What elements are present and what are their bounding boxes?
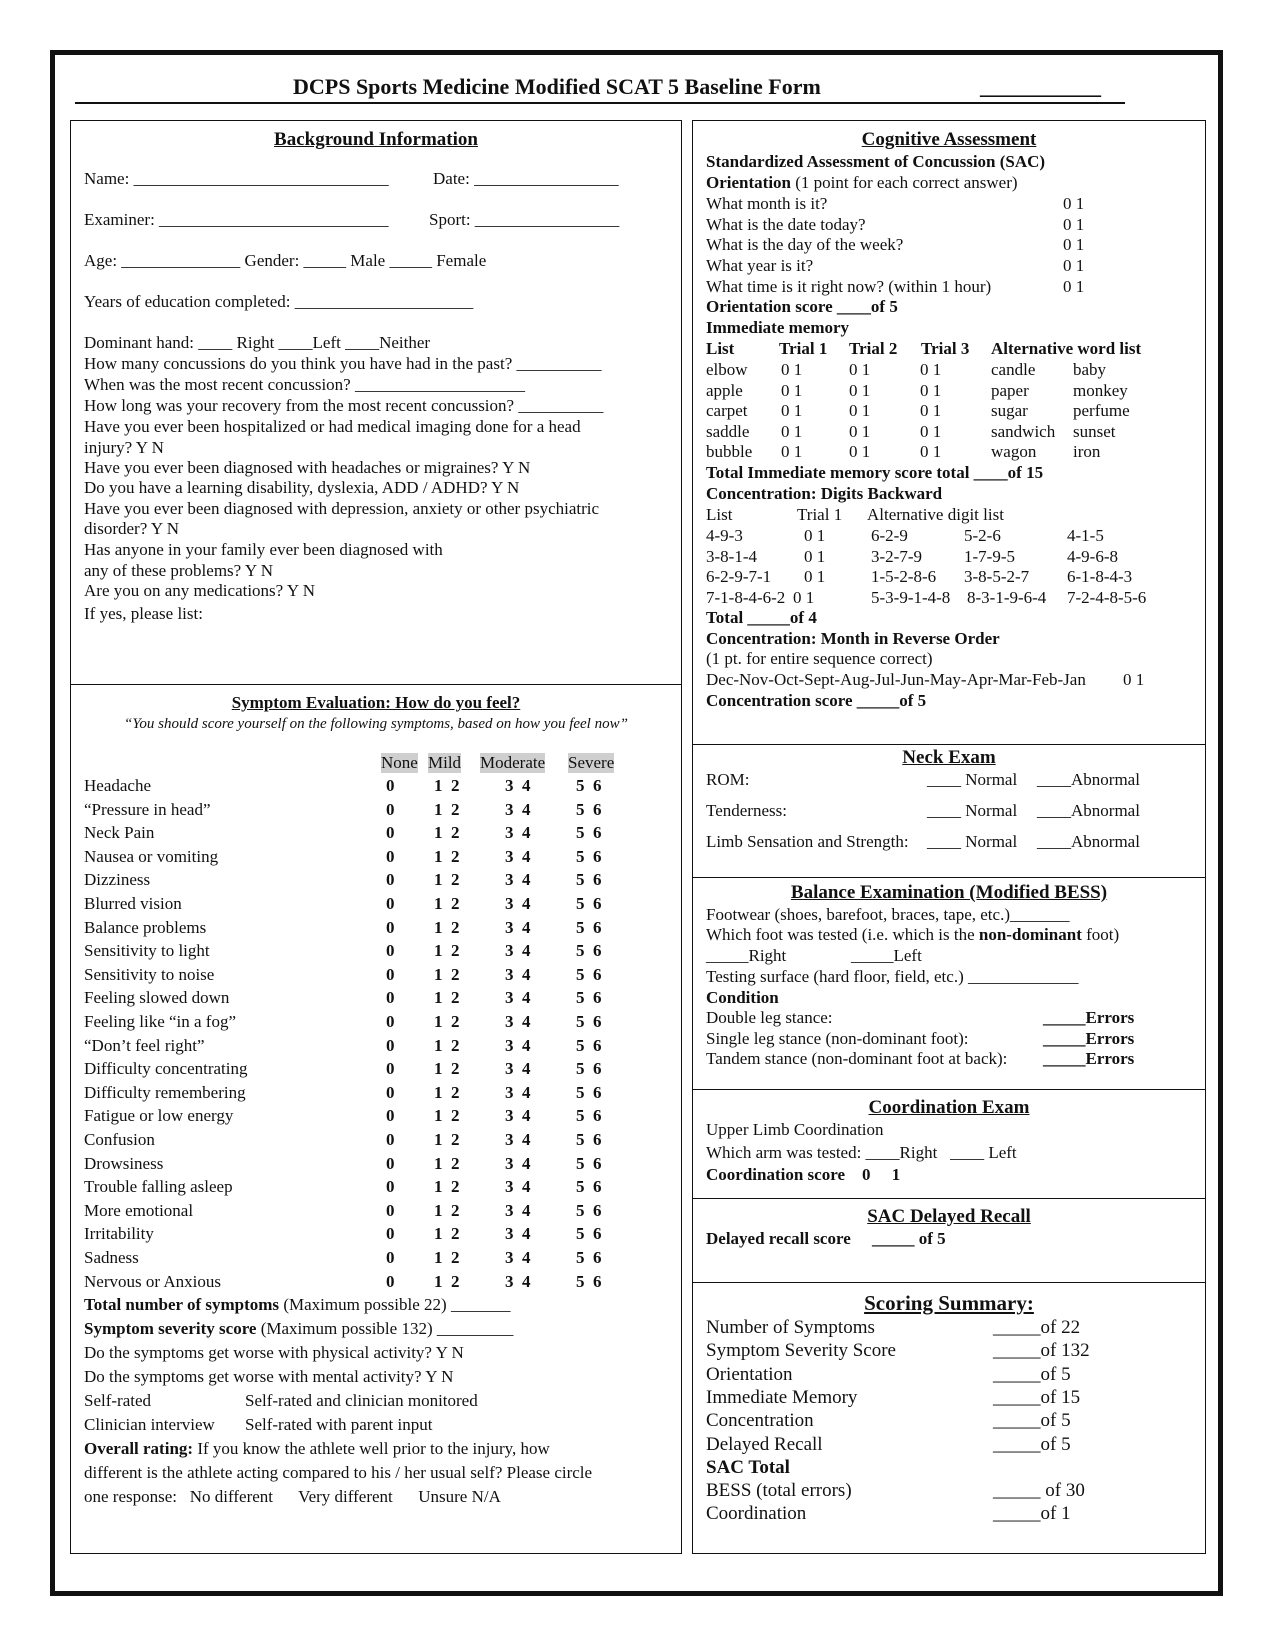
background-section (70, 120, 682, 685)
symptom-score-option[interactable]: 5 6 (576, 1082, 602, 1102)
symptom-score-option[interactable]: 1 2 (434, 776, 460, 795)
symptom-section (70, 684, 682, 1554)
symptom-score-option[interactable]: 1 2 (434, 1106, 460, 1126)
summary-row-value: _____ of 30 (993, 1480, 1085, 1501)
symptom-score-option[interactable]: 0 (386, 1177, 395, 1197)
background-line: Date: _________________ (433, 169, 619, 188)
summary-row-label: Concentration (706, 1410, 814, 1432)
symptom-score-option[interactable]: 0 (386, 1106, 395, 1126)
summary-row-label: Coordination (706, 1503, 807, 1525)
balance-heading: Balance Examination (Modified BESS) (790, 882, 1108, 903)
symptom-score-option[interactable]: 3 4 (505, 1012, 531, 1031)
trial-score-option[interactable]: 0 1 (849, 360, 871, 379)
orientation-score-option[interactable]: 0 1 (1063, 256, 1085, 276)
symptom-score-option[interactable]: 5 6 (576, 988, 602, 1008)
orientation-question: What is the day of the week? (706, 235, 904, 255)
overall-rating-line: different is the athlete acting compared to his / her usual self? Please circle (84, 1463, 593, 1483)
alternative-word: sunset (1073, 421, 1116, 441)
symptom-score-option[interactable]: 3 4 (505, 1224, 531, 1244)
background-line: Examiner: ___________________________ (84, 210, 389, 229)
summary-row-value: _____of 15 (993, 1386, 1081, 1408)
symptom-item: Difficulty remembering (84, 1082, 246, 1102)
normal-option[interactable]: ____ Normal (927, 832, 1018, 851)
orientation-score-option[interactable]: 0 1 (1063, 235, 1085, 255)
symptom-column-header: Moderate (480, 753, 546, 772)
symptom-score-option[interactable]: 5 6 (576, 1035, 602, 1055)
text-span: Symptom severity score (84, 1319, 257, 1339)
mental-activity-question: Do the symptoms get worse with mental activity? Y N (84, 1367, 454, 1387)
alternative-digit-sequence: 4-1-5 (1067, 526, 1104, 545)
memory-word: carpet (706, 401, 748, 420)
neck-section (692, 744, 1206, 878)
trial-score-option[interactable]: 0 1 (781, 442, 803, 461)
trial-score-option[interactable]: 0 1 (920, 380, 942, 400)
background-line: Are you on any medications? Y N (84, 581, 316, 600)
symptom-score-option[interactable]: 0 (386, 776, 395, 795)
digit-score-option[interactable]: 0 1 (793, 587, 815, 607)
cognitive-heading: Cognitive Assessment (861, 129, 1037, 150)
digit-sequence: 3-8-1-4 (706, 546, 757, 566)
symptom-score-option[interactable]: 3 4 (505, 1271, 531, 1291)
immediate-memory-header: Alternative word list (991, 339, 1142, 358)
alternative-digit-sequence: 6-1-8-4-3 (1067, 567, 1133, 586)
symptom-item: Feeling like “in a fog” (84, 1012, 237, 1031)
symptom-item: Sensitivity to noise (84, 964, 215, 984)
neck-exam-row: Limb Sensation and Strength: (706, 832, 909, 851)
background-line: Do you have a learning disability, dyslexia, ADD / ADHD? Y N (84, 478, 520, 497)
clinician-interview-option[interactable]: Clinician interview (84, 1415, 215, 1435)
sac-label: Standardized Assessment of Concussion (SAC) (706, 152, 1046, 171)
background-line: How many concussions do you think you have had in the past? __________ (84, 354, 602, 373)
trial-score-option[interactable]: 0 1 (920, 442, 942, 461)
title-blank: ___________ (980, 74, 1101, 99)
immediate-memory-header: List (706, 339, 735, 358)
digit-score-option[interactable]: 0 1 (804, 526, 826, 545)
symptom-score-option[interactable]: 3 4 (505, 1035, 531, 1055)
alternative-digit-sequence: 1-5-2-8-6 (871, 567, 937, 586)
memory-word: elbow (706, 360, 748, 379)
digit-sequence: 4-9-3 (706, 526, 743, 545)
orientation-question: What is the date today? (706, 214, 866, 234)
month-sequence: Dec-Nov-Oct-Sept-Aug-Jul-Jun-May-Apr-Mar-Feb-Jan (706, 670, 1086, 689)
upper-limb-label: Upper Limb Coordination (706, 1120, 884, 1139)
symptom-score-option[interactable]: 3 4 (505, 964, 531, 984)
symptom-score-option[interactable]: 1 2 (434, 846, 460, 866)
symptom-score-option[interactable]: 1 2 (434, 894, 460, 913)
summary-section (692, 1282, 1206, 1554)
symptom-total-line (84, 1295, 510, 1315)
alternative-word: candle (991, 360, 1036, 379)
orientation-score-option[interactable]: 0 1 (1063, 214, 1085, 234)
digits-header: Alternative digit list (867, 505, 1004, 524)
symptom-score-option[interactable]: 3 4 (505, 846, 531, 866)
symptom-item: More emotional (84, 1200, 194, 1220)
symptom-column-header: Severe (568, 753, 615, 772)
alternative-digit-sequence: 5-2-6 (964, 526, 1001, 545)
summary-row-value: _____of 5 (993, 1363, 1071, 1385)
symptom-score-option[interactable]: 0 (386, 1224, 395, 1244)
symptom-item: Balance problems (84, 917, 207, 937)
digit-score-option[interactable]: 0 1 (804, 546, 826, 566)
symptom-score-option[interactable]: 0 (386, 988, 395, 1008)
immediate-memory-total: Total Immediate memory score total ____of 15 (706, 463, 1044, 482)
alternative-digit-sequence: 1-7-9-5 (964, 546, 1015, 566)
symptom-score-option[interactable]: 3 4 (505, 1248, 531, 1267)
symptom-item: Feeling slowed down (84, 988, 230, 1008)
recall-heading: SAC Delayed Recall (867, 1206, 1031, 1227)
symptom-score-option[interactable]: 3 4 (505, 1177, 531, 1197)
symptom-score-option[interactable]: 5 6 (576, 1200, 602, 1220)
orientation-score-option[interactable]: 0 1 (1063, 194, 1085, 213)
symptom-score-option[interactable]: 0 (386, 1035, 395, 1055)
symptom-item: “Don’t feel right” (84, 1035, 205, 1055)
symptom-score-option[interactable]: 1 2 (434, 1271, 460, 1291)
stance-errors[interactable]: _____Errors (1043, 1028, 1135, 1048)
memory-word: apple (706, 380, 743, 400)
symptom-score-option[interactable]: 5 6 (576, 964, 602, 984)
symptom-score-option[interactable]: 0 (386, 1012, 395, 1031)
summary-row-label: Symptom Severity Score (706, 1340, 896, 1362)
trial-score-option[interactable]: 0 1 (781, 380, 803, 400)
symptom-item: Blurred vision (84, 894, 182, 913)
symptom-item: Fatigue or low energy (84, 1106, 234, 1126)
digits-backward-label: Concentration: Digits Backward (706, 484, 943, 503)
text-span: Which foot was tested (i.e. which is the (706, 925, 979, 944)
symptom-score-option[interactable]: 5 6 (576, 799, 602, 819)
form-title: DCPS Sports Medicine Modified SCAT 5 Baseline Form (293, 74, 821, 99)
trial-score-option[interactable]: 0 1 (920, 421, 942, 441)
left-foot-option[interactable]: _____Left (851, 946, 922, 965)
background-line: Has anyone in your family ever been diagnosed with (84, 540, 443, 559)
symptom-item: Drowsiness (84, 1153, 164, 1173)
symptom-item: Neck Pain (84, 823, 155, 843)
symptom-score-option[interactable]: 0 (386, 1200, 395, 1220)
symptom-item: Dizziness (84, 870, 151, 890)
summary-row-value: _____of 5 (993, 1433, 1071, 1455)
symptom-score-option[interactable]: 5 6 (576, 1106, 602, 1126)
symptom-score-option[interactable]: 5 6 (576, 1012, 602, 1031)
alternative-digit-sequence: 3-8-5-2-7 (964, 567, 1030, 586)
stance-condition: Single leg stance (non-dominant foot): (706, 1028, 969, 1048)
symptom-score-option[interactable]: 0 (386, 823, 395, 843)
immediate-memory-header: Trial 1 (779, 339, 828, 358)
stance-errors[interactable]: _____Errors (1043, 1049, 1135, 1068)
alternative-word: wagon (991, 442, 1037, 461)
background-line: Years of education completed: _____________________ (84, 292, 474, 311)
alternative-digit-sequence: 3-2-7-9 (871, 546, 922, 566)
symptom-score-option[interactable]: 3 4 (505, 941, 531, 961)
coordination-section (692, 1089, 1206, 1199)
symptom-score-option[interactable]: 1 2 (434, 1035, 460, 1055)
alternative-word: iron (1073, 442, 1101, 461)
symptom-score-option[interactable]: 5 6 (576, 1153, 602, 1173)
symptom-score-option[interactable]: 3 4 (505, 1130, 531, 1149)
symptom-item: Nervous or Anxious (84, 1271, 221, 1291)
text-span: (Maximum possible 22) _______ (279, 1295, 511, 1315)
symptom-score-option[interactable]: 0 (386, 941, 395, 961)
text-span: (Maximum possible 132) _________ (256, 1319, 514, 1339)
summary-row-label: Number of Symptoms (706, 1317, 875, 1338)
symptom-score-option[interactable]: 1 2 (434, 1130, 460, 1149)
summary-row-value: _____of 132 (993, 1340, 1090, 1362)
coordination-heading: Coordination Exam (868, 1097, 1030, 1118)
orientation-question: What year is it? (706, 256, 814, 276)
right-foot-option[interactable]: _____Right (706, 946, 787, 965)
summary-row-label: Immediate Memory (706, 1386, 858, 1408)
text-span: non-dominant (978, 925, 1082, 944)
symptom-item: Difficulty concentrating (84, 1059, 248, 1079)
normal-option[interactable]: ____ Normal (927, 801, 1018, 820)
symptom-score-option[interactable]: 3 4 (505, 1200, 531, 1220)
symptom-score-option[interactable]: 0 (386, 799, 395, 819)
stance-condition: Tandem stance (non-dominant foot at back): (706, 1049, 1008, 1068)
trial-score-option[interactable]: 0 1 (781, 421, 803, 441)
trial-score-option[interactable]: 0 1 (849, 401, 871, 420)
symptom-score-option[interactable]: 3 4 (505, 1106, 531, 1126)
symptom-score-option[interactable]: 1 2 (434, 1177, 460, 1197)
trial-score-option[interactable]: 0 1 (920, 401, 942, 420)
digits-header: List (706, 505, 733, 524)
trial-score-option[interactable]: 0 1 (849, 421, 871, 441)
symptom-item: Sensitivity to light (84, 941, 210, 961)
symptom-score-option[interactable]: 3 4 (505, 799, 531, 819)
overall-rating-line (84, 1439, 550, 1459)
symptom-score-option[interactable]: 1 2 (434, 870, 460, 890)
symptom-item: Trouble falling asleep (84, 1177, 233, 1197)
digit-score-option[interactable]: 0 1 (804, 567, 826, 586)
orientation-label (706, 173, 1018, 193)
alternative-word: baby (1073, 360, 1107, 379)
self-rated-parent-option[interactable]: Self-rated with parent input (245, 1415, 433, 1435)
summary-row-value: _____of 5 (993, 1410, 1071, 1432)
background-heading: Background Information (274, 129, 478, 150)
symptom-score-option[interactable]: 0 (386, 1248, 395, 1267)
alternative-word: sandwich (991, 421, 1056, 441)
neck-exam-row: ROM: (706, 770, 750, 789)
background-line: Age: ______________ Gender: _____ Male _____ Female (84, 251, 487, 270)
recall-section (692, 1198, 1206, 1283)
symptom-score-option[interactable]: 1 2 (434, 917, 460, 937)
symptom-score-option[interactable]: 3 4 (505, 917, 531, 937)
overall-rating-line: one response: No different Very different Unsure N/A (84, 1487, 501, 1507)
summary-heading: Scoring Summary: (864, 1291, 1034, 1315)
orientation-score: Orientation score ____of 5 (706, 297, 898, 316)
text-span: Overall rating: (84, 1439, 194, 1459)
symptom-score-option[interactable]: 0 (386, 1059, 395, 1079)
delayed-recall-score: Delayed recall score _____ of 5 (706, 1229, 946, 1248)
symptom-score-option[interactable]: 1 2 (434, 964, 460, 984)
digits-total: Total _____of 4 (706, 608, 817, 627)
sac-total-label: SAC Total (706, 1457, 790, 1478)
foot-tested-question (706, 925, 1119, 945)
month-reverse-note: (1 pt. for entire sequence correct) (706, 649, 933, 668)
symptom-score-option[interactable]: 5 6 (576, 894, 602, 913)
text-span: Orientation (706, 173, 791, 192)
background-line: any of these problems? Y N (84, 561, 273, 580)
symptom-heading: Symptom Evaluation: How do you feel? (231, 693, 521, 712)
balance-section (692, 877, 1206, 1090)
symptom-score-option[interactable]: 1 2 (434, 941, 460, 961)
symptom-score-option[interactable]: 1 2 (434, 799, 460, 819)
alternative-digit-sequence: 8-3-1-9-6-4 (967, 587, 1047, 607)
symptom-score-option[interactable]: 5 6 (576, 823, 602, 843)
symptom-score-option[interactable]: 5 6 (576, 1059, 602, 1079)
trial-score-option[interactable]: 0 1 (849, 380, 871, 400)
symptom-score-option[interactable]: 5 6 (576, 1177, 602, 1197)
digit-sequence: 6-2-9-7-1 (706, 567, 772, 586)
stance-errors[interactable]: _____Errors (1043, 1008, 1135, 1027)
summary-row-label: Delayed Recall (706, 1433, 823, 1455)
symptom-score-option[interactable]: 3 4 (505, 988, 531, 1008)
alternative-word: sugar (991, 401, 1028, 420)
concentration-score: Concentration score _____of 5 (706, 691, 927, 710)
alternative-digit-sequence: 4-9-6-8 (1067, 546, 1118, 566)
digit-sequence: 7-1-8-4-6-2 (706, 587, 786, 607)
symptom-severity-line (84, 1319, 513, 1339)
alternative-word: paper (991, 380, 1029, 400)
month-reverse-label: Concentration: Month in Reverse Order (706, 629, 1000, 648)
abnormal-option[interactable]: ____Abnormal (1037, 770, 1140, 789)
symptom-subheading: “You should score yourself on the following symptoms, based on how you feel now” (124, 716, 628, 732)
self-rated-clinician-option[interactable]: Self-rated and clinician monitored (245, 1391, 478, 1411)
trial-score-option[interactable]: 0 1 (781, 401, 803, 420)
symptom-score-option[interactable]: 0 (386, 870, 395, 890)
symptom-item: Nausea or vomiting (84, 846, 219, 866)
arm-tested-line: Which arm was tested: ____Right ____ Left (706, 1143, 1017, 1162)
background-line: Dominant hand: ____ Right ____Left ____Neither (84, 333, 431, 352)
symptom-score-option[interactable]: 0 (386, 1082, 395, 1102)
symptom-item: Irritability (84, 1224, 154, 1244)
symptom-score-option[interactable]: 1 2 (434, 1153, 460, 1173)
symptom-score-option[interactable]: 0 (386, 917, 395, 937)
background-line: Name: ______________________________ (84, 169, 389, 188)
cognitive-section (692, 120, 1206, 745)
symptom-score-option[interactable]: 1 2 (434, 1200, 460, 1220)
alternative-word: perfume (1073, 401, 1130, 420)
physical-activity-question: Do the symptoms get worse with physical activity? Y N (84, 1343, 464, 1363)
trial-score-option[interactable]: 0 1 (849, 442, 871, 461)
background-line: How long was your recovery from the most recent concussion? __________ (84, 396, 604, 415)
symptom-score-option[interactable]: 5 6 (576, 1248, 602, 1267)
memory-word: bubble (706, 442, 753, 461)
symptom-score-option[interactable]: 3 4 (505, 1059, 531, 1079)
symptom-score-option[interactable]: 3 4 (505, 776, 531, 795)
immediate-memory-header: Trial 2 (849, 339, 898, 358)
background-line: Have you ever been diagnosed with headaches or migraines? Y N (84, 458, 531, 477)
symptom-score-option[interactable]: 3 4 (505, 870, 531, 890)
symptom-score-option[interactable]: 5 6 (576, 941, 602, 961)
alternative-digit-sequence: 7-2-4-8-5-6 (1067, 587, 1147, 607)
summary-row-label: Orientation (706, 1363, 793, 1385)
orientation-score-option[interactable]: 0 1 (1063, 276, 1085, 296)
symptom-score-option[interactable]: 3 4 (505, 1153, 531, 1173)
symptom-score-option[interactable]: 0 (386, 1153, 395, 1173)
symptom-score-option[interactable]: 5 6 (576, 776, 602, 795)
symptom-score-option[interactable]: 1 2 (434, 1248, 460, 1267)
normal-option[interactable]: ____ Normal (927, 770, 1018, 789)
abnormal-option[interactable]: ____Abnormal (1037, 801, 1140, 820)
symptom-item: Headache (84, 776, 152, 795)
symptom-score-option[interactable]: 1 2 (434, 823, 460, 843)
symptom-score-option[interactable]: 1 2 (434, 1082, 460, 1102)
abnormal-option[interactable]: ____Abnormal (1037, 832, 1140, 851)
symptom-score-option[interactable]: 0 (386, 964, 395, 984)
symptom-item: “Pressure in head” (84, 799, 211, 819)
symptom-item: Sadness (84, 1248, 139, 1267)
background-line: Sport: _________________ (429, 210, 620, 229)
symptom-score-option[interactable]: 5 6 (576, 1271, 602, 1291)
symptom-item: Confusion (84, 1130, 155, 1149)
month-score-option[interactable]: 0 1 (1123, 670, 1145, 689)
background-line: Have you ever been hospitalized or had medical imaging done for a head (84, 417, 581, 436)
symptom-score-option[interactable]: 3 4 (505, 1082, 531, 1102)
symptom-score-option[interactable]: 5 6 (576, 870, 602, 890)
digits-header: Trial 1 (797, 505, 843, 524)
coordination-score: Coordination score 0 1 (706, 1165, 901, 1184)
text-span: foot) (1081, 925, 1120, 944)
self-rated-option[interactable]: Self-rated (84, 1391, 152, 1411)
text-span: If you know the athlete well prior to the injury, how (193, 1439, 550, 1459)
symptom-score-option[interactable]: 0 (386, 846, 395, 866)
symptom-score-option[interactable]: 5 6 (576, 1224, 602, 1244)
symptom-column-header: Mild (428, 753, 462, 772)
background-line: injury? Y N (84, 438, 164, 457)
orientation-question: What month is it? (706, 194, 828, 213)
symptom-score-option[interactable]: 5 6 (576, 846, 602, 866)
symptom-score-option[interactable]: 5 6 (576, 1130, 602, 1149)
symptom-score-option[interactable]: 1 2 (434, 1012, 460, 1031)
condition-label: Condition (706, 988, 779, 1007)
neck-exam-row: Tenderness: (706, 801, 787, 820)
text-span: Total number of symptoms (84, 1295, 280, 1315)
trial-score-option[interactable]: 0 1 (920, 360, 942, 379)
memory-word: saddle (706, 421, 750, 441)
form-title-bar (75, 74, 1125, 104)
trial-score-option[interactable]: 0 1 (781, 360, 803, 379)
symptom-score-option[interactable]: 0 (386, 1130, 395, 1149)
summary-row-label: BESS (total errors) (706, 1480, 852, 1501)
symptom-score-option[interactable]: 0 (386, 894, 395, 913)
summary-row-value: _____of 1 (993, 1503, 1071, 1525)
background-line: If yes, please list: (84, 604, 203, 623)
symptom-score-option[interactable]: 1 2 (434, 1059, 460, 1079)
symptom-score-option[interactable]: 3 4 (505, 823, 531, 843)
alternative-digit-sequence: 5-3-9-1-4-8 (871, 587, 951, 607)
testing-surface-line: Testing surface (hard floor, field, etc.) _____________ (706, 967, 1079, 986)
alternative-digit-sequence: 6-2-9 (871, 526, 908, 545)
immediate-memory-label: Immediate memory (706, 318, 850, 337)
background-line: When was the most recent concussion? ____________________ (84, 375, 525, 394)
symptom-score-option[interactable]: 3 4 (505, 894, 531, 913)
symptom-score-option[interactable]: 1 2 (434, 1224, 460, 1244)
background-line: disorder? Y N (84, 519, 180, 538)
footwear-line: Footwear (shoes, barefoot, braces, tape, etc.)_______ (706, 905, 1070, 924)
symptom-score-option[interactable]: 1 2 (434, 988, 460, 1008)
background-line: Have you ever been diagnosed with depression, anxiety or other psychiatric (84, 499, 600, 518)
symptom-score-option[interactable]: 5 6 (576, 917, 602, 937)
summary-row-value: _____of 22 (993, 1317, 1081, 1338)
symptom-score-option[interactable]: 0 (386, 1271, 395, 1291)
stance-condition: Double leg stance: (706, 1008, 833, 1027)
alternative-word: monkey (1073, 380, 1128, 400)
text-span: (1 point for each correct answer) (791, 173, 1018, 192)
symptom-column-header: None (381, 753, 418, 772)
orientation-question: What time is it right now? (within 1 hour) (706, 276, 992, 296)
neck-heading: Neck Exam (902, 747, 996, 768)
immediate-memory-header: Trial 3 (921, 339, 970, 358)
